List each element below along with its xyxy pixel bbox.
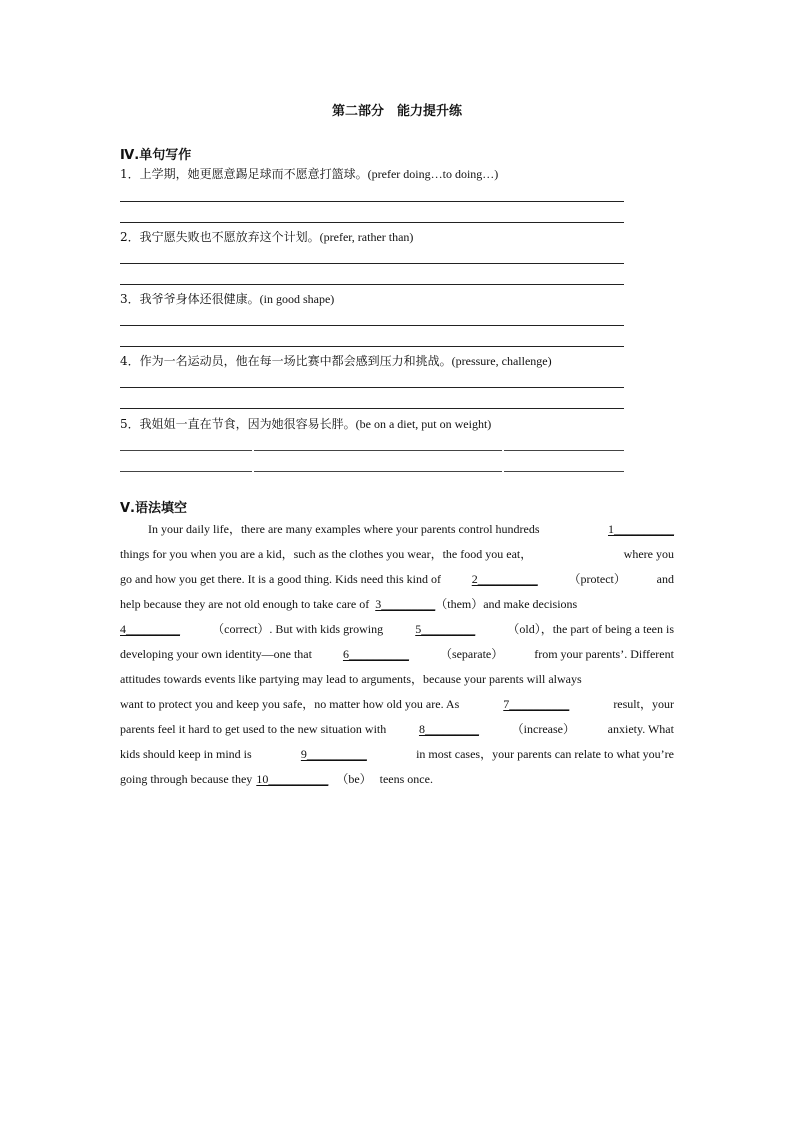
passage-line-4 — [120, 592, 674, 617]
blank-6[interactable]: 6__________ — [342, 647, 409, 661]
passage-text: help because they are not old enough to take care of — [120, 597, 370, 611]
passage-text: go and how you get there. It is a good thing. Kids need this kind of — [120, 572, 441, 586]
blank-8[interactable]: 8_________ — [418, 722, 479, 736]
question-3 — [120, 290, 334, 307]
question-5-hint: (be on a diet, put on weight) — [355, 417, 492, 431]
passage-text: kids should keep in mind is — [120, 747, 252, 761]
answer-line-3a[interactable] — [120, 325, 624, 326]
answer-line-1a[interactable] — [120, 201, 624, 202]
answer-line-2b[interactable] — [120, 284, 624, 285]
question-1 — [120, 165, 498, 182]
passage-text: In your daily life，there are many examples where your parents control hundreds — [148, 522, 540, 536]
passage-text: attitudes towards events like partying may lead to arguments，because your parents will always — [120, 672, 582, 686]
blank-3[interactable]: 3_________ — [375, 597, 436, 611]
passage-text: （correct）. But with kids growing — [212, 622, 384, 636]
question-5 — [120, 415, 491, 432]
passage-line-5 — [120, 617, 674, 642]
blank-4[interactable]: 4_________ — [120, 622, 180, 636]
blank-2[interactable]: 2__________ — [471, 572, 538, 586]
passage-line-2 — [120, 542, 674, 567]
answer-line-2a[interactable] — [120, 263, 624, 264]
question-2-hint: (prefer, rather than) — [319, 230, 414, 244]
passage-line-11 — [120, 767, 674, 792]
passage-text: result，your — [613, 697, 674, 711]
blank-1[interactable]: 1__________ — [608, 522, 674, 536]
passage-text: going through because they — [120, 772, 253, 786]
question-2 — [120, 228, 413, 245]
hint-word: （increase） — [511, 722, 575, 736]
passage-text: and — [656, 572, 674, 586]
question-1-text: 1．上学期，她更愿意踢足球而不愿意打篮球。 — [120, 167, 368, 181]
section-4-heading: Ⅳ.单句写作 — [120, 148, 192, 163]
passage-text: anxiety. What — [607, 722, 674, 736]
question-4-hint: (pressure, challenge) — [451, 354, 552, 368]
question-1-hint: (prefer doing…to doing…) — [367, 167, 499, 181]
question-5-text: 5．我姐姐一直在节食，因为她很容易长胖。 — [120, 417, 356, 431]
passage-text: （them）and make decisions — [435, 597, 578, 611]
passage-line-8 — [120, 692, 674, 717]
blank-7[interactable]: 7__________ — [503, 697, 570, 711]
question-4-text: 4．作为一名运动员，他在每一场比赛中都会感到压力和挑战。 — [120, 354, 452, 368]
passage-text: developing your own identity—one that — [120, 647, 312, 661]
blank-9[interactable]: 9__________ — [300, 747, 367, 761]
question-3-text: 3．我爷爷身体还很健康。 — [120, 292, 260, 306]
passage-line-1 — [148, 517, 674, 542]
passage-line-6 — [120, 642, 674, 667]
passage-text: where you — [623, 547, 674, 561]
passage-line-9 — [120, 717, 674, 742]
question-3-hint: (in good shape) — [259, 292, 335, 306]
answer-line-3b[interactable] — [120, 346, 624, 347]
passage-text: （old），the part of being a teen is — [507, 622, 674, 636]
section-5-heading: Ⅴ.语法填空 — [120, 501, 187, 516]
passage-line-3 — [120, 567, 674, 592]
hint-word: （protect） — [568, 572, 626, 586]
answer-line-4b[interactable] — [120, 408, 624, 409]
page-title: 第二部分 能力提升练 — [331, 104, 462, 119]
passage-text: from your parents’. Different — [534, 647, 674, 661]
passage-text: teens once. — [379, 772, 433, 786]
hint-word: （be） — [336, 772, 372, 786]
answer-line-4a[interactable] — [120, 387, 624, 388]
blank-5[interactable]: 5_________ — [415, 622, 476, 636]
question-4 — [120, 352, 552, 369]
passage-line-10 — [120, 742, 674, 767]
passage-text: things for you when you are a kid，such as the clothes you wear，the food you eat， — [120, 547, 533, 561]
passage-text: parents feel it hard to get used to the new situation with — [120, 722, 387, 736]
passage-text: in most cases，your parents can relate to what you’re — [416, 747, 674, 761]
question-2-text: 2．我宁愿失败也不愿放弃这个计划。 — [120, 230, 320, 244]
blank-10[interactable]: 10__________ — [256, 772, 329, 786]
hint-word: （separate） — [439, 647, 504, 661]
passage-line-7 — [120, 667, 674, 692]
answer-line-1b[interactable] — [120, 222, 624, 223]
passage-text: want to protect you and keep you safe，no matter how old you are. As — [120, 697, 460, 711]
